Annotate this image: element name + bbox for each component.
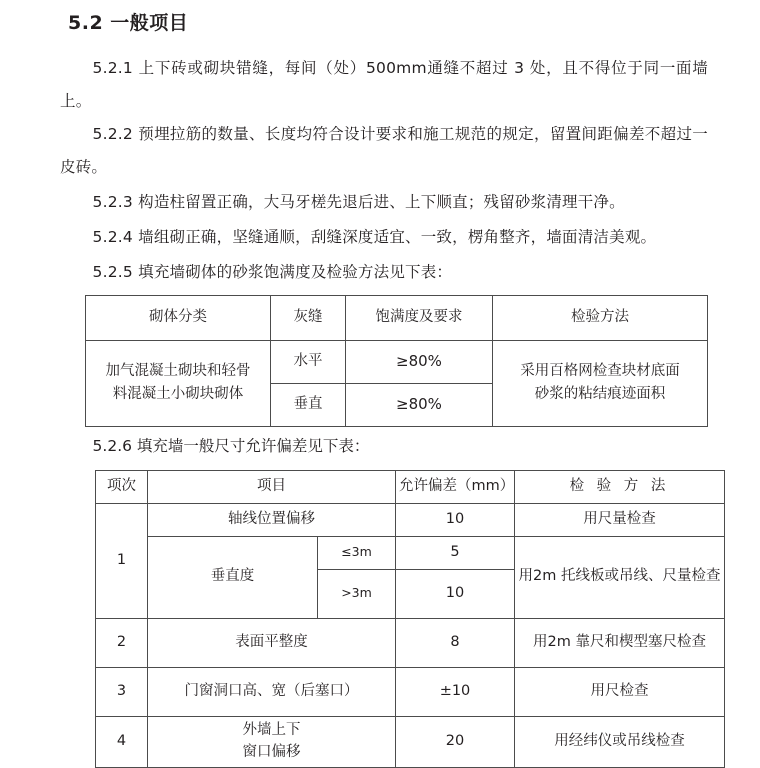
page-title: 5.2 一般项目 xyxy=(68,12,189,34)
col-header-saturation: 饱满度及要求 xyxy=(346,295,493,340)
cell-tolerance-flatness: 8 xyxy=(396,618,515,667)
cell-joint-vertical: 垂直 xyxy=(271,383,346,426)
paragraph-5-2-6: 5.2.6 填充墙一般尺寸允许偏差见下表： xyxy=(92,436,370,455)
cell-saturation-horizontal: ≥80% xyxy=(346,340,493,383)
table-row xyxy=(86,295,708,340)
cell-item-opening: 门窗洞口高、宽（后塞口） xyxy=(148,667,396,716)
cell-method-window-offset: 用经纬仪或吊线检查 xyxy=(515,716,725,767)
cell-sub-le-3m: ≤3m xyxy=(318,536,396,569)
table-mortar-saturation xyxy=(85,295,708,427)
cell-index-3: 3 xyxy=(96,667,148,716)
col-header-item: 项目 xyxy=(148,470,396,503)
cell-joint-horizontal: 水平 xyxy=(271,340,346,383)
table-row xyxy=(96,667,725,716)
cell-tolerance-le-3m: 5 xyxy=(396,536,515,569)
cell-tolerance-opening: ±10 xyxy=(396,667,515,716)
masonry-type-line-2: 料混凝土小砌块砌体 xyxy=(112,386,244,402)
cell-item-verticality: 垂直度 xyxy=(148,536,318,618)
cell-method-axis-offset: 用尺量检查 xyxy=(515,503,725,536)
col-header-inspection-method: 检 验 方 法 xyxy=(515,470,725,503)
paragraph-5-2-1: 5.2.1 上下砖或砌块错缝，每间（处）500mm通缝不超过 3 处，且不得位于同一面墙上。 xyxy=(60,58,708,110)
cell-sub-gt-3m: >3m xyxy=(318,569,396,618)
cell-tolerance-window-offset: 20 xyxy=(396,716,515,767)
method-line-1: 采用百格网检查块材底面 xyxy=(520,362,680,379)
table-deviation-wrapper xyxy=(0,461,760,768)
cell-method-opening: 用尺检查 xyxy=(515,667,725,716)
col-header-index: 项次 xyxy=(96,470,148,503)
table-row xyxy=(96,503,725,536)
table-row xyxy=(96,618,725,667)
cell-inspection-method xyxy=(493,340,708,426)
masonry-type-line-1: 加气混凝土砌块和轻骨 xyxy=(105,362,251,379)
paragraph-5-2-5: 5.2.5 填充墙砌体的砂浆饱满度及检验方法见下表： xyxy=(92,262,453,281)
table-saturation-wrapper xyxy=(0,289,760,427)
col-header-masonry-type: 砌体分类 xyxy=(86,295,271,340)
window-offset-line-1: 外墙上下 xyxy=(242,721,301,738)
col-header-joint: 灰缝 xyxy=(271,295,346,340)
cell-item-axis-offset: 轴线位置偏移 xyxy=(148,503,396,536)
method-line-2: 砂浆的粘结痕迹面积 xyxy=(534,386,666,402)
cell-index-4: 4 xyxy=(96,716,148,767)
table-row xyxy=(86,340,708,383)
paragraph-5-2-2: 5.2.2 预埋拉筋的数量、长度均符合设计要求和施工规范的规定，留置间距偏差不超过一皮砖。 xyxy=(60,124,708,176)
cell-item-flatness: 表面平整度 xyxy=(148,618,396,667)
window-offset-line-2: 窗口偏移 xyxy=(242,743,301,760)
cell-masonry-type xyxy=(86,340,271,426)
paragraph-5-2-3: 5.2.3 构造柱留置正确，大马牙槎先退后进、上下顺直；残留砂浆清理干净。 xyxy=(92,192,625,211)
cell-tolerance-axis-offset: 10 xyxy=(396,503,515,536)
cell-method-flatness: 用2m 靠尺和楔型塞尺检查 xyxy=(515,618,725,667)
cell-index-1: 1 xyxy=(96,503,148,618)
table-row xyxy=(96,536,725,569)
table-row xyxy=(96,470,725,503)
table-dimension-deviation xyxy=(95,470,725,768)
cell-item-window-offset xyxy=(148,716,396,767)
col-header-method: 检验方法 xyxy=(493,295,708,340)
paragraph-5-2-4: 5.2.4 墙组砌正确，坚缝通顺，刮缝深度适宜、一致，楞角整齐，墙面清洁美观。 xyxy=(92,227,657,246)
table-row xyxy=(96,716,725,767)
cell-method-verticality: 用2m 托线板或吊线、尺量检查 xyxy=(515,536,725,618)
cell-index-2: 2 xyxy=(96,618,148,667)
col-header-tolerance: 允许偏差（mm） xyxy=(396,470,515,503)
cell-saturation-vertical: ≥80% xyxy=(346,383,493,426)
cell-tolerance-gt-3m: 10 xyxy=(396,569,515,618)
